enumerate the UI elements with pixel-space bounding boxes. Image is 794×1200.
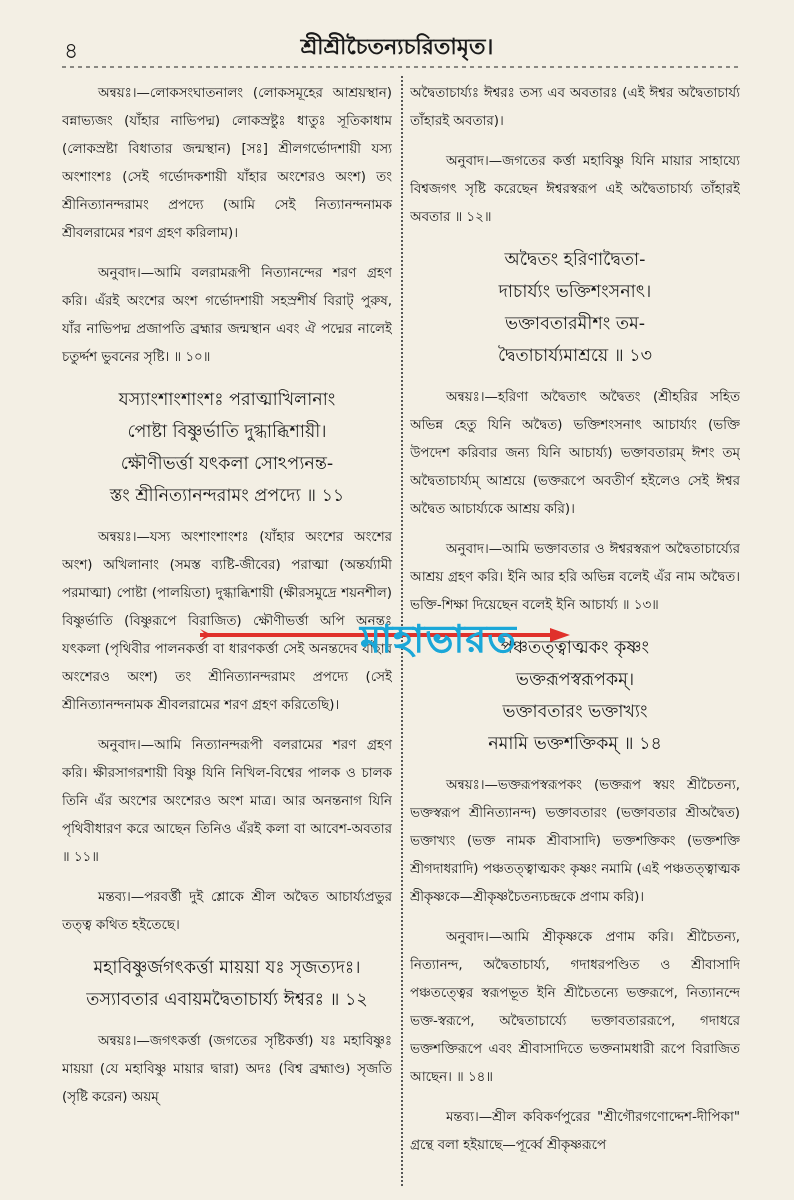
verse-line: দ্বৈতাচার্য্যমাশ্রয়ে ॥ ১৩ [498,346,652,366]
right-anuvad-12: অনুবাদ।—জগতের কর্ত্তা মহাবিষ্ণু যিনি মায়ার সাহায্যে বিশ্বজগৎ সৃষ্টি করেছেন ঈশ্বরস্বরূপ এই অদ্বৈতাচার্য্য তাঁহারই অবতার ॥ ১২॥ [410,154,740,225]
verse-13 [410,244,740,372]
verse-line: মহাবিষ্ণুর্জগৎকর্ত্তা মায়য়া যঃ সৃজত্যদঃ। [93,958,361,978]
watermark-arrow-icon [200,628,570,634]
right-mantavya: মন্তব্য।—শ্রীল কবিকর্ণপুরের "শ্রীগৌরগণোদ্দেশ-দীপিকা" গ্রন্থে বলা হইয়াছে—পূর্ব্বে শ্রীকৃষ্ণরূপে [410,1110,740,1153]
verse-line: ভক্তরূপস্বরূপকম্। [515,670,635,690]
right-anuvad-14: অনুবাদ।—আমি শ্রীকৃষ্ণকে প্রণাম করি। শ্রীচৈতন্য, নিত্যানন্দ, অদ্বৈতাচার্য্য, গদাধরপণ্ডিত ও শ্রীবাসাদি পঞ্চতত্ত্বের স্বরূপভূত ইনি শ্রীচৈতন্যে ভক্তরূপে, নিত্যানন্দে ভক্ত-স্বরূপে, অদ্বৈতাচার্য্যে ভক্তাবতাররূপে, গদাধরে ভক্তশক্তিরূপে এবং শ্রীবাসাদিতে ভক্তনামধারী রূপে বিরাজিত আছেন। ॥ ১৪॥ [410,930,740,1085]
right-anvay-12-cont: অদ্বৈতাচার্য্যঃ ঈশ্বরঃ তস্য এব অবতারঃ (এই ঈশ্বর অদ্বৈতাচার্য্য তাঁহারই অবতার)। [410,86,740,129]
header-rule [62,66,742,68]
verse-line: ভক্তাবতারমীশং তম- [504,314,646,334]
verse-11 [62,384,392,512]
verse-line: পোষ্টা বিষ্ণুর্ভাতি দুগ্ধাব্ধিশায়ী। [127,422,327,442]
verse-line: নমামি ভক্তশক্তিকম্ ॥ ১৪ [488,734,662,754]
left-anuvad-11: অনুবাদ।—আমি নিত্যানন্দরূপী বলরামের শরণ গ্রহণ করি। ক্ষীরসাগরশায়ী বিষ্ণু যিনি নিখিল-বিশ্বের পালক ও চালক তিনি এঁর অংশের অংশেরও অংশ মাত্র। আর অনন্তনাগ যিনি পৃথিবীধারণ করে আছেন তিনিও এঁরই কলা বা আবেশ-অবতার ॥ ১১॥ [62,738,392,865]
verse-line: ভক্তাবতারং ভক্তাখ্যং [502,702,648,722]
page-number: ৪ [64,39,79,64]
verse-line: পঞ্চতত্ত্বাত্মকং কৃষ্ণং [500,638,650,658]
running-header: শ্রীশ্রীচৈতন্যচরিতামৃত। [300,35,494,60]
left-anvay-12: অন্বয়ঃ।—জগৎকর্ত্তা (জগতের সৃষ্টিকর্ত্তা) যঃ মহাবিষ্ণুঃ মায়য়া (যে মহাবিষ্ণু মায়ার দ্বারা) অদঃ (বিশ্ব ব্রহ্মাণ্ড) সৃজতি (সৃষ্টি করেন) অয়ম্ [62,1034,392,1105]
verse-line: ক্ষৌণীভর্ত্তা যৎকলা সোঽপ্যনন্ত- [120,454,334,474]
left-anuvad-10: অনুবাদ।—আমি বলরামরূপী নিত্যানন্দের শরণ গ্রহণ করি। এঁরই অংশের অংশ গর্ভোদশায়ী সহস্রশীর্ষ বিরাট্ পুরুষ, যাঁর নাভিপদ্ম প্রজাপতি ব্রহ্মার জন্মস্থান এবং ঐ পদ্মের নালেই চতুর্দ্দশ ভুবনের সৃষ্টি। ॥ ১০॥ [62,266,392,365]
left-mantavya: মন্তব্য।—পরবর্ত্তী দুই শ্লোকে শ্রীল অদ্বৈত আচার্য্যপ্রভুর তত্ত্ব কথিত হইতেছে। [62,890,392,933]
watermark-text: মাহাভারত [360,617,517,661]
verse-line: তস্যাবতার এবায়মদ্বৈতাচার্য্য ঈশ্বরঃ ॥ ১২ [86,990,368,1010]
verse-line: যস্যাংশাংশাংশঃ পরাত্মাখিলানাং [118,390,336,410]
verse-14 [410,632,740,760]
left-anvay-11: অন্বয়ঃ।—যস্য অংশাংশাংশঃ (যাঁহার অংশের অংশের অংশ) অখিলানাং (সমস্ত ব্যষ্টি-জীবের) পরাত্মা (অন্তর্য্যামী পরমাত্মা) পোষ্টা (পালয়িতা) দুগ্ধাব্ধিশায়ী (ক্ষীরসমুদ্রে শয়নশীল) বিষ্ণুর্ভাতি (বিষ্ণুরূপে বিরাজিত) ক্ষৌণীভর্ত্তা অপি অনন্তঃ যৎকলা (পৃথিবীর পালনকর্ত্তা বা ধারণকর্ত্তা সেই অনন্তদেব যাঁহার অংশেরও অংশ) তং শ্রীনিত্যানন্দরামং প্রপদ্যে (সেই শ্রীনিত্যানন্দনামক শ্রীবলরামের শরণ গ্রহণ করিতেছি)। [62,530,392,713]
right-anvay-14: অন্বয়ঃ।—ভক্তরূপস্বরূপকং (ভক্তরূপ স্বয়ং শ্রীচৈতন্য, ভক্তস্বরূপ শ্রীনিত্যানন্দ) ভক্তাবতারং (ভক্তাবতার শ্রীঅদ্বৈত) ভক্তাখ্যং (ভক্ত নামক শ্রীবাসাদি) ভক্তশক্তিকং (ভক্তশক্তি শ্রীগদাধরাদি) পঞ্চতত্ত্বাত্মকং কৃষ্ণং নমামি (এই পঞ্চতত্ত্বাত্মক শ্রীকৃষ্ণকে—শ্রীকৃষ্ণচৈতন্যচন্দ্রকে প্রণাম করি)। [410,778,740,905]
verse-line: অদ্বৈতং হরিণাদ্বৈতা- [504,250,646,270]
verse-line: স্তং শ্রীনিত্যানন্দরামং প্রপদ্যে ॥ ১১ [109,486,345,506]
left-anvay-10: অন্বয়ঃ।—লোকসংঘাতনালং (লোকসমূহের আশ্রয়স্থান) বন্নাভ্যজং (যাঁহার নাভিপদ্ম) লোকস্রষ্টুঃ ধাতুঃ সূতিকাধাম (লোকস্রষ্টা বিধাতার জন্মস্থান) [সঃ] শ্রীলগর্ভোদশায়ী যস্য অংশাংশঃ (সেই গর্ভোদকশায়ী যাঁহার অংশেরও অংশ) তং শ্রীনিত্যানন্দরামং প্রপদ্যে (আমি সেই নিত্যানন্দনামক শ্রীবলরামের শরণ গ্রহণ করিলাম)। [62,86,392,241]
right-anuvad-13: অনুবাদ।—আমি ভক্তাবতার ও ঈশ্বরস্বরূপ অদ্বৈতাচার্য্যের আশ্রয় গ্রহণ করি। ইনি আর হরি অভিন্ন বলেই এঁর নাম অদ্বৈত। ভক্তি-শিক্ষা দিয়েছেন বলেই ইনি আচার্য্য ॥ ১৩॥ [410,542,740,613]
verse-line: দাচার্য্যং ভক্তিশংসনাৎ। [498,282,652,302]
verse-12 [62,952,392,1016]
right-anvay-13: অন্বয়ঃ।—হরিণা অদ্বৈতাৎ অদ্বৈতং (শ্রীহরির সহিত অভিন্ন হেতু যিনি অদ্বৈত) ভক্তিশংসনাৎ আচার্য্যং (ভক্তি উপদেশ করিবার জন্য যিনি আচার্য্য) ভক্তাবতারম্ ঈশং তম্ অদ্বৈতাচার্য্যম্ আশ্রয়ে (ভক্তরূপে অবতীর্ণ হইলেও সেই ঈশ্বর অদ্বৈত আচার্য্যকে আশ্রয় করি)। [410,390,740,517]
